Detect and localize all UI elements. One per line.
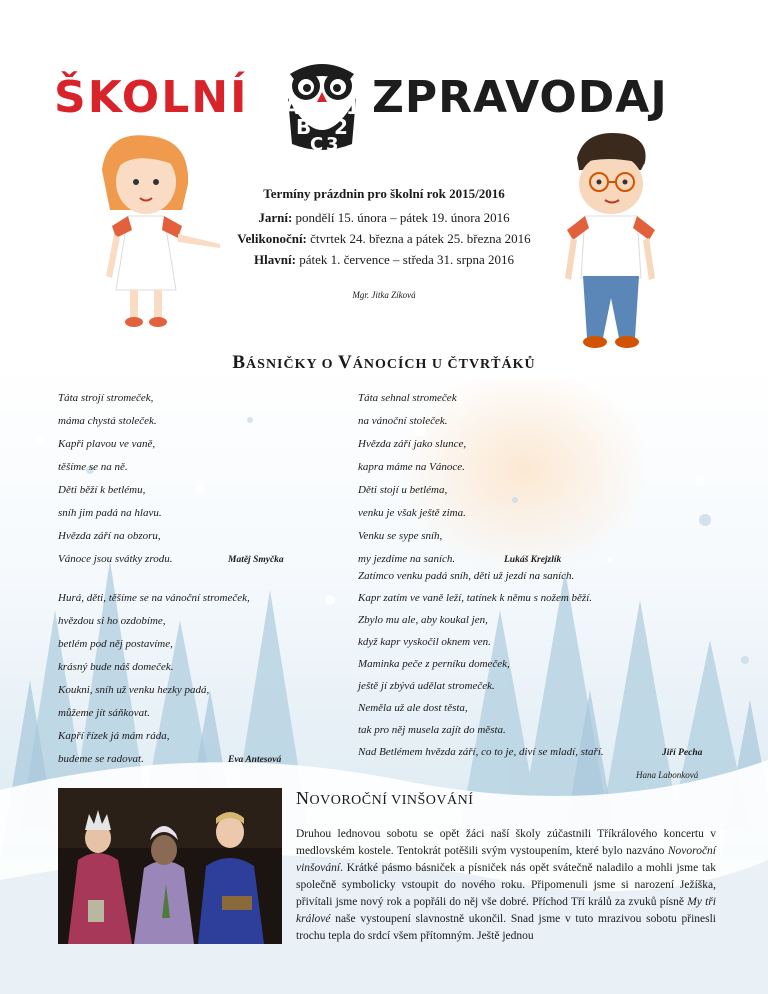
holidays-author: Mgr. Jitka Zíková — [352, 290, 416, 300]
logo-letter-a: A — [284, 95, 300, 119]
holidays-title: Termíny prázdnin pro školní rok 2015/2016 — [263, 186, 505, 201]
poem-4-line: Zbylo mu ale, aby koukal jen, — [358, 614, 488, 626]
holiday-row-label: Jarní: — [258, 210, 293, 225]
poem-1-author: Matěj Smyčka — [228, 555, 284, 565]
logo-number-3: 3 — [326, 134, 339, 155]
news-article-text — [296, 826, 716, 945]
poem-2-line: Venku se sype sníh, — [358, 530, 443, 542]
poem-1-line: těšíme se na ně. — [58, 461, 128, 473]
poem-1-line: Vánoce jsou svátky zrodu. — [58, 553, 173, 565]
holiday-row-summer — [200, 252, 568, 268]
poems-section-title — [0, 352, 768, 374]
poem-3-line: krásný bude náš domeček. — [58, 661, 174, 673]
poem-2-line: venku je však ještě zima. — [358, 507, 466, 519]
poem-1-line: Táta strojí stromeček, — [58, 392, 154, 404]
masthead-left: ŠKOLNÍ — [54, 72, 249, 123]
poem-4-line: Zatímco venku padá sníh, děti už jezdí na saních. — [358, 570, 575, 582]
poem-2-line: Hvězda září jako slunce, — [358, 438, 467, 450]
poem-3-line: budeme se radovat. — [58, 753, 144, 765]
poem-1-line: Kapři plavou ve vaně, — [58, 438, 156, 450]
poem-2-line: Táta sehnal stromeček — [358, 392, 457, 404]
masthead-right: ZPRAVODAJ — [372, 72, 668, 123]
poem-3-line: můžeme jít sáňkovat. — [58, 707, 150, 719]
holiday-row-text: čtvrtek 24. března a pátek 25. března 2016 — [306, 231, 531, 246]
poem-4-line: Kapr zatím ve vaně leží, tatínek k němu s nožem běží. — [358, 592, 593, 604]
title-part: ÁSNIČKY O — [246, 357, 338, 372]
logo-letter-c: C — [310, 134, 324, 155]
holiday-row-text: pondělí 15. února – pátek 19. února 2016 — [292, 210, 510, 225]
poem-2-line: my jezdíme na saních. — [358, 553, 456, 565]
poems-credit: Hana Labonková — [636, 770, 699, 780]
holiday-row-spring — [200, 210, 568, 226]
logo-letter-b: B — [296, 115, 312, 139]
title-part: V — [337, 352, 353, 373]
poem-1-line: Děti běží k betlému, — [58, 484, 146, 496]
poem-2-line: Děti stojí u betléma, — [358, 484, 448, 496]
title-part: OVOROČNÍ VINŠOVÁNÍ — [309, 793, 474, 808]
poem-3-line: Hurá, děti, těšíme se na vánoční stromeček, — [58, 592, 250, 604]
article-text-part: . Krátké pásmo básniček a písniček nás opět svátečně naladilo a mohli jsme tak společně symbolicky vstoupit do nového roku. Připomenuli jsme si narození Ježíška, přivítali jsme nový rok a popřáli do něj vše dobré. Příchod Tří králů za zvuků písně — [296, 862, 716, 908]
poem-1-line: máma chystá stoleček. — [58, 415, 157, 427]
poem-1-line: Hvězda září na obzoru, — [58, 530, 161, 542]
poem-3-line: betlém pod něj postavíme, — [58, 638, 173, 650]
girl-illustration — [82, 130, 232, 330]
three-kings-photo — [58, 788, 282, 944]
poem-4-line: Maminka peče z perníku domeček, — [358, 658, 510, 670]
poem-1-line: sníh jim padá na hlavu. — [58, 507, 162, 519]
holiday-row-label: Hlavní: — [254, 252, 296, 267]
poem-2-line: na vánoční stoleček. — [358, 415, 448, 427]
title-part: N — [296, 788, 310, 808]
poem-4-line: když kapr vyskočil oknem ven. — [358, 636, 491, 648]
article-italic: My tři králové — [296, 896, 716, 925]
title-part: ÁNOCÍCH U ČTVRŤÁKŮ — [352, 357, 536, 372]
poem-3-line: Koukni, sníh už venku hezky padá, — [58, 684, 210, 696]
holiday-row-easter — [180, 231, 588, 247]
article-italic: Novoroční vinšování — [296, 845, 716, 874]
logo-number-1: 1 — [346, 95, 360, 119]
poem-3-line: Kapří řízek já mám ráda, — [58, 730, 170, 742]
poem-4-author: Jiří Pecha — [662, 748, 703, 758]
poem-2-author: Lukáš Krejzlík — [504, 555, 562, 565]
poem-4-line: ještě jí zbývá udělat stromeček. — [358, 680, 495, 692]
poem-3-author: Eva Antesová — [228, 755, 282, 765]
logo-number-2: 2 — [334, 115, 348, 139]
poem-2-line: kapra máme na Vánoce. — [358, 461, 465, 473]
poem-4-line: Nad Betlémem hvězda září, co to je, diví se mladí, staří. — [358, 746, 604, 758]
article-text-part: Druhou lednovou sobotu se opět žáci naší školy zúčastnili Tříkrálového koncertu v medlovském kostele. Tentokrát potěšili svým vystoupením, které bylo nazváno — [296, 828, 716, 857]
poem-3-line: hvězdou si ho ozdobíme, — [58, 615, 166, 627]
poem-4-line: tak pro něj musela zajít do města. — [358, 724, 506, 736]
holiday-row-text: pátek 1. července – středa 31. srpna 2016 — [295, 252, 514, 267]
poem-4-line: Neměla už ale dost těsta, — [358, 702, 468, 714]
holiday-row-label: Velikonoční: — [237, 231, 307, 246]
news-title — [296, 788, 473, 809]
owl-abc-logo — [272, 52, 372, 156]
title-part: B — [232, 352, 247, 373]
article-text-part: naše vystoupení slavnostně ukončil. Snad jsme v tuto mrazivou sobotu přinesli trochu tepla do srdcí všem přítomným. Ještě jednou — [296, 913, 716, 942]
